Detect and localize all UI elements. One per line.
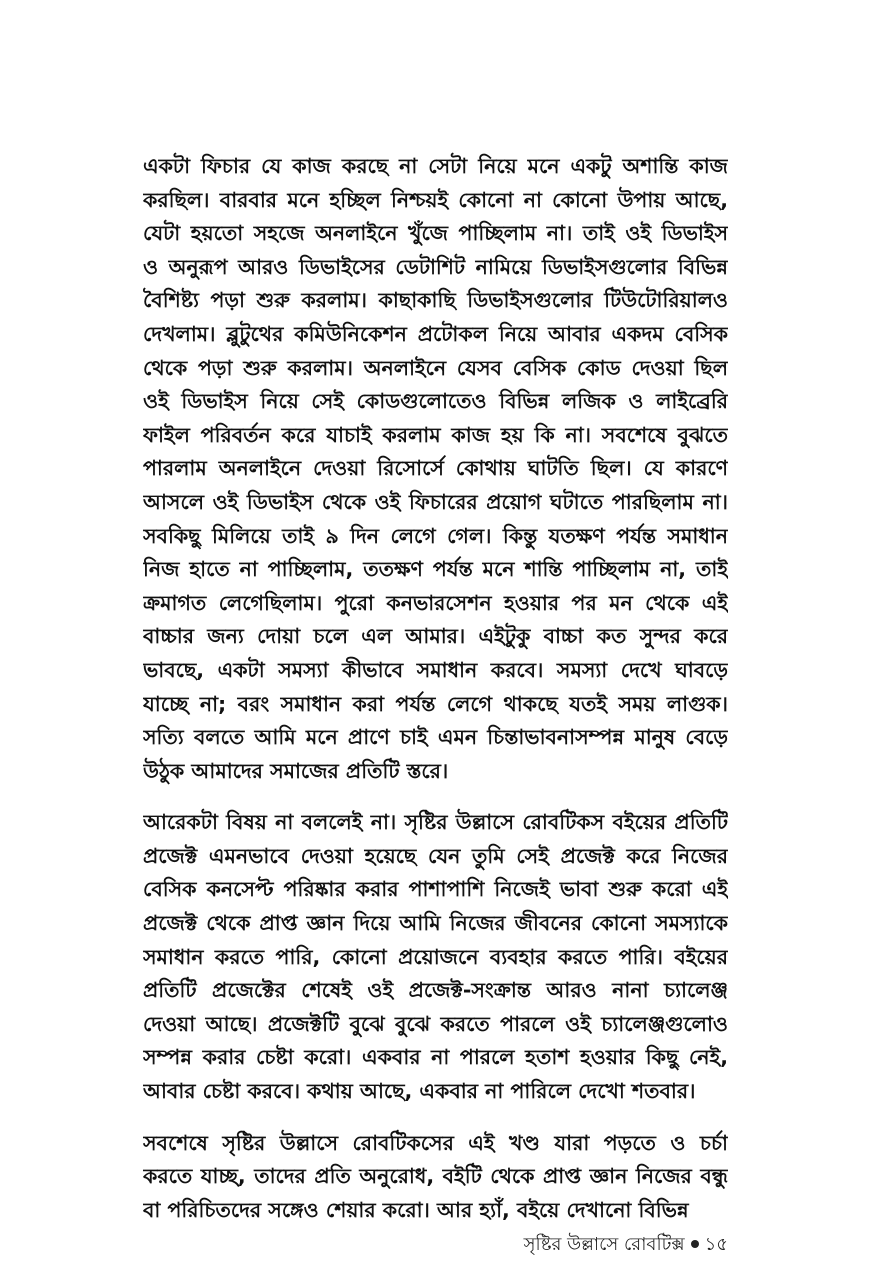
text-line: করছিল। বারবার মনে হচ্ছিল নিশ্চয়ই কোনো না কোনো উপায় আছে, [143,187,728,212]
text-line: উঠুক আমাদের সমাজের প্রতিটি স্তরে। [143,758,449,783]
text-line: সবশেষে সৃষ্টির উল্লাসে রোবটিকসের এই খণ্ড যারা পড়তে ও চর্চা [143,1130,728,1155]
bullet-icon [691,1240,699,1248]
text-line: আরেকটা বিষয় না বললেই না। সৃষ্টির উল্লাসে রোবটিকস বইয়ের প্রতিটি [143,810,728,835]
text-line: থেকে পড়া শুরু করলাম। অনলাইনে যেসব বেসিক কোড দেওয়া ছিল [143,355,728,380]
running-title: সৃষ্টির উল্লাসে রোবটিক্স [523,1234,685,1255]
text-line: সবকিছু মিলিয়ে তাই ৯ দিন লেগে গেল। কিন্তু যতক্ষণ পর্যন্ত সমাধান [143,523,728,548]
text-line: বেসিক কনসেপ্ট পরিষ্কার করার পাশাপাশি নিজেই ভাবা শুরু করো এই [143,877,728,902]
text-line: নিজ হাতে না পাচ্ছিলাম, ততক্ষণ পর্যন্ত মনে শান্তি পাচ্ছিলাম না, তাই [143,557,728,582]
text-line: পারলাম অনলাইনে দেওয়া রিসোর্সে কোথায় ঘাটতি ছিল। যে কারণে [143,456,728,481]
text-line: দেখলাম। ব্লুটুথের কমিউনিকেশন প্রটোকল নিয়ে আবার একদম বেসিক [143,321,728,346]
text-line: সমাধান করতে পারি, কোনো প্রয়োজনে ব্যবহার করতে পারি। বইয়ের [143,944,728,969]
text-line: ক্রমাগত লেগেছিলাম। পুরো কনভারসেশন হওয়ার পর মন থেকে এই [143,590,728,615]
paragraph-1 [143,150,728,788]
text-line: ওই ডিভাইস নিয়ে সেই কোডগুলোতেও বিভিন্ন লজিক ও লাইব্রেরি [143,389,728,414]
text-line: বৈশিষ্ট্য পড়া শুরু করলাম। কাছাকাছি ডিভাইসগুলোর টিউটোরিয়ালও [143,288,728,313]
text-line: বাচ্চার জন্য দোয়া চলে এল আমার। এইটুকু বাচ্চা কত সুন্দর করে [143,624,728,649]
text-line: সত্যি বলতে আমি মনে প্রাণে চাই এমন চিন্তাভাবনাসম্পন্ন মানুষ বেড়ে [143,725,728,750]
page-body [143,150,728,1245]
paragraph-2 [143,806,728,1108]
text-line: ভাবছে, একটা সমস্যা কীভাবে সমাধান করবে। সমস্যা দেখে ঘাবড়ে [143,657,728,682]
text-line: সম্পন্ন করার চেষ্টা করো। একবার না পারলে হতাশ হওয়ার কিছু নেই, [143,1045,728,1070]
page-number: ১৫ [704,1234,728,1255]
text-line: যাচ্ছে না; বরং সমাধান করা পর্যন্ত লেগে থাকছে যতই সময় লাগুক। [143,691,728,716]
text-line: ও অনুরূপ আরও ডিভাইসের ডেটাশিট নামিয়ে ডিভাইসগুলোর বিভিন্ন [143,254,728,279]
paragraph-3 [143,1127,728,1228]
text-line: একটা ফিচার যে কাজ করছে না সেটা নিয়ে মনে একটু অশান্তি কাজ [143,154,728,178]
text-line: প্রজেক্ট থেকে প্রাপ্ত জ্ঞান দিয়ে আমি নিজের জীবনের কোনো সমস্যাকে [143,911,728,936]
text-line: ফাইল পরিবর্তন করে যাচাই করলাম কাজ হয় কি না। সবশেষে বুঝতে [143,422,728,447]
text-line: দেওয়া আছে। প্রজেক্টটি বুঝে বুঝে করতে পারলে ওই চ্যালেঞ্জগুলোও [143,1011,728,1036]
text-line: বা পরিচিতদের সঙ্গেও শেয়ার করো। আর হ্যাঁ, বইয়ে দেখানো বিভিন্ন [143,1197,689,1222]
text-line: আসলে ওই ডিভাইস থেকে ওই ফিচারের প্রয়োগ ঘটাতে পারছিলাম না। [143,489,728,514]
page-footer [143,1233,728,1257]
text-line: প্রজেক্ট এমনভাবে দেওয়া হয়েছে যেন তুমি সেই প্রজেক্ট করে নিজের [143,843,728,868]
text-line: যেটা হয়তো সহজে অনলাইনে খুঁজে পাচ্ছিলাম না। তাই ওই ডিভাইস [143,221,728,246]
text-line: প্রতিটি প্রজেক্টের শেষেই ওই প্রজেক্ট-সংক্রান্ত আরও নানা চ্যালেঞ্জ [143,978,728,1003]
text-line: করতে যাচ্ছ, তাদের প্রতি অনুরোধ, বইটি থেকে প্রাপ্ত জ্ঞান নিজের বন্ধু [143,1164,728,1189]
text-line: আবার চেষ্টা করবে। কথায় আছে, একবার না পারিলে দেখো শতবার। [143,1079,696,1104]
